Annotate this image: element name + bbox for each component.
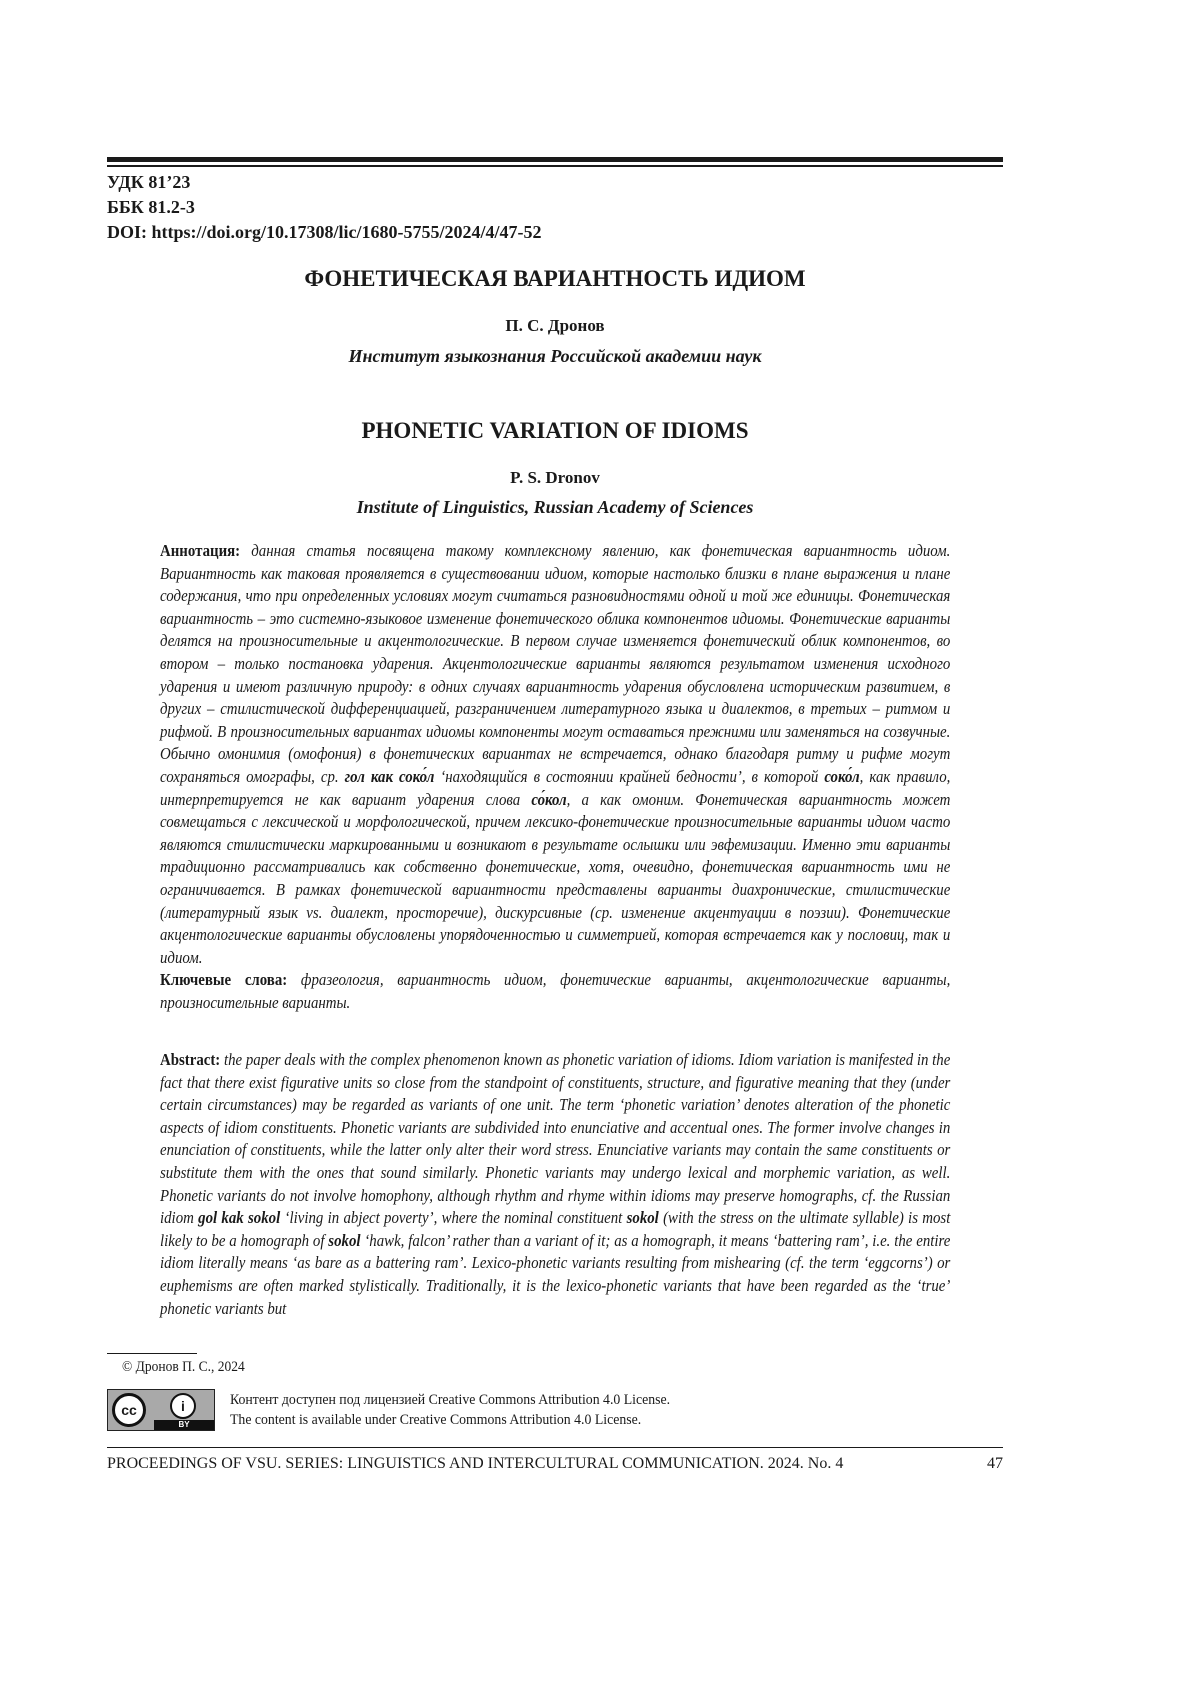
- title-ru: ФОНЕТИЧЕСКАЯ ВАРИАНТНОСТЬ ИДИОМ: [304, 266, 806, 291]
- footnote-rule: [107, 1353, 197, 1354]
- idiom-term: гол как соко́л: [344, 766, 435, 786]
- page-number: 47: [987, 1455, 1003, 1472]
- annotation-text: ‘находящийся в состоянии крайней бедности’, в которой: [434, 766, 825, 786]
- idiom-term: gol kak sokol: [198, 1208, 281, 1228]
- abstract-text: the paper deals with the complex phenomenon known as phonetic variation of idioms. Idiom variation is manifested in the fact that there exist figurative units so close from the standpoint of constituents, structure, and figurative meaning that they (under certain circumstances) may be regarded as variants of one unit. The term ‘phonetic variation’ denotes alteration of the phonetic aspects of idiom constituents. Phonetic variants are subdivided into enunciative and accentual ones. The former involve changes in enunciation of constituents, while the latter only alter their word stress. Enunciative variants may contain the same constituents or substitute them with the ones that sound similarly. Phonetic variants may undergo lexical and morphemic variation, as well. Phonetic variants do not involve homophony, although rhythm and rhyme within idioms may preserve homographs, cf. the Russian idiom: [160, 1050, 951, 1228]
- author-en: P. S. Dronov: [510, 468, 600, 487]
- cc-icon: cc: [112, 1393, 146, 1427]
- title-en: PHONETIC VARIATION OF IDIOMS: [361, 418, 749, 443]
- idiom-term: со́кол: [531, 789, 567, 809]
- license-text: [230, 1390, 670, 1430]
- keywords-text: фразеология, вариантность идиом, фонетические варианты, акцентологические варианты, произносительные варианты.: [160, 970, 951, 1012]
- annotation-ru: [160, 540, 950, 1014]
- abstract-text: ‘hawk, falcon’ rather than a variant of it; as a homograph, it means ‘battering ram’, i.e. the entire idiom literally means ‘as bare as a battering ram’. Lexico-phonetic variants resulting from mishearing (cf. the term ‘eggcorns’) or euphemisms are often marked stylistically. Traditionally, it is the lexico-phonetic variants that have been regarded as the ‘true’ phonetic variants but: [160, 1230, 951, 1318]
- idiom-term: соко́л: [824, 766, 860, 786]
- abstract-label: Abstract:: [160, 1050, 221, 1069]
- annotation-text: данная статья посвящена такому комплексному явлению, как фонетическая вариантность идиом. Вариантность как таковая проявляется в существовании идиом, которые настолько близки в плане выражения и плане содержания, что при определенных условиях могут считаться разновидностями одной и той же единицы. Фонетическая вариантность – это системно-языковое изменение фонетического облика компонентов идиомы. Фонетические варианты делятся на произносительные и акцентологические. В первом случае изменяется фонетический облик компонентов, во втором – только постановка ударения. Акцентологические варианты являются результатом изменения исходного ударения и имеют различную природу: в одних случаях вариантность ударения обусловлена историческим развитием, в других – стилистической дифференциацией, разграничением литературного языка и диалектов, в третьих – ритмом и рифмой. В произносительных вариантах идиомы компоненты могут оставаться прежними или заменяться на созвучные. Обычно омонимия (омофония) в фонетических вариантах не встречается, однако благодаря ритму и рифме могут сохраняться омографы, ср.: [160, 541, 951, 786]
- annotation-text: , как правило, интерпретируется не как вариант ударения слова: [160, 766, 951, 809]
- annotation-text: , а как омоним. Фонетическая вариантность может совмещаться с лексической и морфологической, причем лексико-фонетические произносительные варианты идиом часто являются стилистически маркированными и возникают в результате ослышки или эвфемизации. Именно эти варианты традиционно рассматривались как собственно фонетические, хотя, очевидно, фонетическая вариантность ими не ограничивается. В рамках фонетической вариантности представлены варианты диахронические, стилистические (литературный язык vs. диалект, просторечие), дискурсивные (ср. изменение акцентуации в поэзии). Фонетические акцентологические варианты обусловлены упорядоченностью и симметрией, которая встречается как у пословиц, так и идиом.: [160, 789, 951, 967]
- abstract-text: (with the stress on the ultimate syllable) is most likely to be a homograph of: [160, 1208, 951, 1250]
- author-ru: П. С. Дронов: [505, 316, 605, 335]
- keywords-label: Ключевые слова:: [160, 970, 288, 990]
- license-en: The content is available under Creative Commons Attribution 4.0 License.: [230, 1412, 642, 1428]
- institution-en: Institute of Linguistics, Russian Academy of Sciences: [356, 497, 754, 517]
- top-rule-thin: [107, 165, 1003, 167]
- annotation-label: Аннотация:: [160, 541, 241, 560]
- abstract-text: ‘living in abject poverty’, where the nominal constituent: [280, 1208, 627, 1228]
- idiom-term: sokol: [626, 1208, 659, 1228]
- idiom-term: sokol: [328, 1230, 361, 1250]
- top-rule-thick: [107, 157, 1003, 162]
- license-ru: Контент доступен под лицензией Creative Commons Attribution 4.0 License.: [230, 1392, 671, 1408]
- journal-name: PROCEEDINGS OF VSU. SERIES: LINGUISTICS AND INTERCULTURAL COMMUNICATION. 2024. No. 4: [107, 1455, 844, 1472]
- abstract-en: [160, 1049, 950, 1320]
- footer-rule: [107, 1447, 1003, 1448]
- attribution-icon: i: [170, 1393, 196, 1419]
- udk: УДК 81’23: [107, 172, 191, 192]
- copyright: © Дронов П. С., 2024: [122, 1359, 245, 1375]
- by-label: BY: [154, 1420, 214, 1430]
- bbk: ББК 81.2-3: [107, 197, 195, 217]
- cc-by-badge[interactable]: [107, 1389, 215, 1431]
- page-footer: [107, 1455, 1003, 1473]
- keywords-ru: [160, 969, 950, 1014]
- doi[interactable]: DOI: https://doi.org/10.17308/lic/1680-5755/2024/4/47-52: [107, 222, 542, 242]
- institution-ru: Институт языкознания Российской академии наук: [348, 346, 762, 366]
- article-meta: [107, 170, 542, 245]
